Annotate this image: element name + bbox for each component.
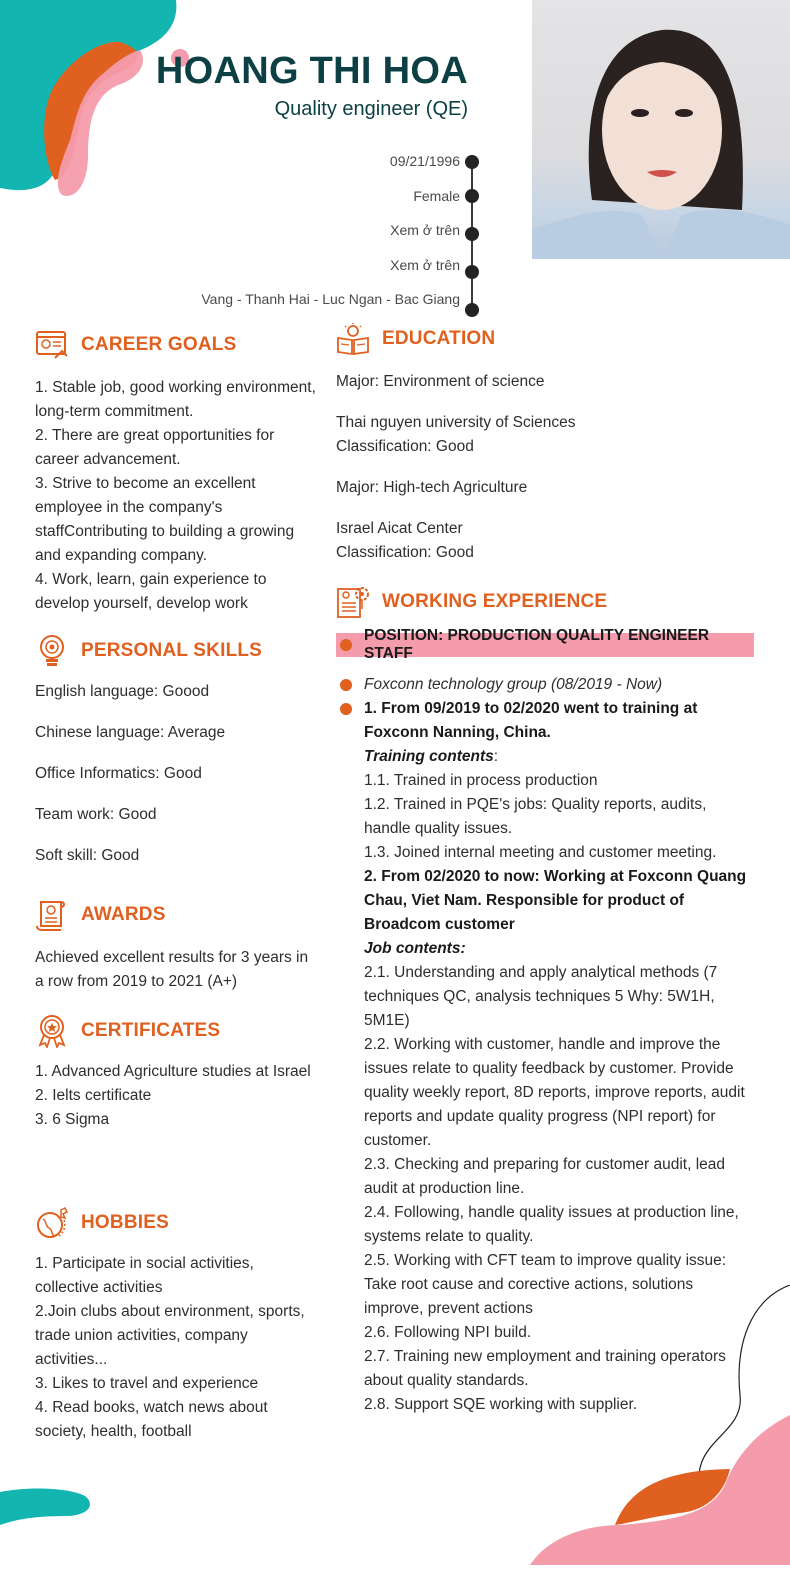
resume-gear-icon [336,585,370,619]
hobbies-section [35,1206,317,1444]
career-goal-item: 1. Stable job, good working environment, long-term commitment. [35,379,316,420]
education-section [336,322,756,565]
decorative-blob-top-left [0,0,200,200]
position-banner [336,627,754,662]
decorative-blob-bottom-left [0,1480,100,1540]
job-title: Quality engineer (QE) [274,98,468,120]
personal-info-list [201,152,460,325]
education-classification: Classification: Good [336,438,474,455]
certificate-item: 3. 6 Sigma [35,1111,110,1128]
address: Vang - Thanh Hai - Luc Ngan - Bac Giang [201,291,460,307]
awards-title: AWARDS [81,904,166,925]
education-school: Thai nguyen university of Sciences [336,414,576,431]
job-item: 2.8. Support SQE working with supplier. [364,1396,638,1413]
career-goal-item: 3. Strive to become an excellent employee in the company's staffContributing to building a growing and expanding company. [35,475,295,564]
bullet-icon [340,679,352,691]
label-colon: : [493,748,499,765]
education-classification: Classification: Good [336,544,474,561]
part2-heading: 2. From 02/2020 to now: Working at Foxconn Quang Chau, Viet Nam. Responsible for product of Broadcom customer [364,868,747,933]
career-board-icon [35,328,69,362]
career-goals-text [35,376,317,616]
career-goals-title: CAREER GOALS [81,334,237,355]
training-item: 1.3. Joined internal meeting and customer meeting. [364,844,717,861]
profile-photo [532,0,790,259]
skill-item: Office Informatics: Good [35,765,202,782]
phone-icon [465,227,479,241]
skill-item: Team work: Good [35,806,157,823]
hobbies-title: HOBBIES [81,1212,169,1233]
personal-skills-section [35,634,317,868]
job-item: 2.6. Following NPI build. [364,1324,532,1341]
lightbulb-brain-icon [35,634,69,668]
skill-item: Chinese language: Average [35,724,226,741]
education-major: Major: High-tech Agriculture [336,479,528,496]
book-lightbulb-icon [336,322,370,356]
job-item: 2.7. Training new employment and training operators about quality standards. [364,1348,726,1389]
email: Xem ở trên [390,256,460,273]
career-goal-item: 2. There are great opportunities for career advancement. [35,427,275,468]
globe-travel-icon [35,1206,69,1240]
email-icon [465,265,479,279]
hobby-item: 3. Likes to travel and experience [35,1375,259,1392]
gender-icon [465,189,479,203]
awards-section [35,898,317,994]
hobby-item: 1. Participate in social activities, collective activities [35,1255,254,1296]
medal-ribbon-icon [35,1014,69,1048]
certificate-item: 1. Advanced Agriculture studies at Israel [35,1063,311,1080]
portrait-illustration [532,0,790,259]
training-item: 1.1. Trained in process production [364,772,598,789]
job-item: 2.4. Following, handle quality issues at production line, systems relate to quality. [364,1204,739,1245]
job-contents-label: Job contents: [364,940,466,957]
hobby-item: 2.Join clubs about environment, sports, trade union activities, company activities... [35,1303,305,1368]
certificates-title: CERTIFICATES [81,1020,221,1041]
career-goal-item: 4. Work, learn, gain experience to develop yourself, develop work [35,571,267,612]
certificates-section [35,1014,317,1132]
company-row [336,673,756,697]
hobbies-list [35,1252,317,1444]
bullet-icon [340,703,352,715]
training-contents-label: Training contents [364,748,494,765]
skills-list [35,680,317,868]
part1-heading: 1. From 09/2019 to 02/2020 went to training at Foxconn Nanning, China. [364,700,698,741]
education-title: EDUCATION [382,328,496,349]
position-title: POSITION: PRODUCTION QUALITY ENGINEER STAFF [364,627,710,662]
job-item: 2.2. Working with customer, handle and improve the issues relate to quality feedback by customer. Provide quality weekly report, 8D reports, improve reports, audit reports and update quality progress (NPI report) for customer. [364,1036,745,1149]
awards-text: Achieved excellent results for 3 years in a row from 2019 to 2021 (A+) [35,949,309,990]
training-item: 1.2. Trained in PQE's jobs: Quality reports, audits, handle quality issues. [364,796,707,837]
personal-skills-title: PERSONAL SKILLS [81,640,263,661]
job-item: 2.1. Understanding and apply analytical methods (7 techniques QC, analysis techniques 5 Why: 5W1H, 5M1E) [364,964,718,1029]
experience-title: WORKING EXPERIENCE [382,591,608,612]
skill-item: Soft skill: Good [35,847,140,864]
education-major: Major: Environment of science [336,373,545,390]
education-school: Israel Aicat Center [336,520,463,537]
birthdate: 09/21/1996 [389,153,460,169]
decorative-blob-bottom-right [530,1285,790,1565]
phone: Xem ở trên [390,222,460,238]
certificate-item: 2. Ielts certificate [35,1087,152,1104]
calendar-icon [465,155,479,169]
hobby-item: 4. Read books, watch news about society, health, football [35,1399,268,1440]
bullet-icon [340,639,352,651]
location-icon [465,303,479,317]
candidate-name: HOANG THI HOA [155,50,468,92]
certificates-list [35,1060,317,1132]
career-goals-section [35,328,317,616]
company-name: Foxconn technology group (08/2019 - Now) [364,676,663,693]
award-scroll-icon [35,898,69,932]
job-item: 2.5. Working with CFT team to improve quality issue: Take root cause and corective actions, solutions improve, prevent actions [364,1252,727,1317]
job-item: 2.3. Checking and preparing for customer audit, lead audit at production line. [364,1156,726,1197]
gender: Female [413,187,460,204]
skill-item: English language: Goood [35,683,210,700]
education-list [336,370,756,565]
